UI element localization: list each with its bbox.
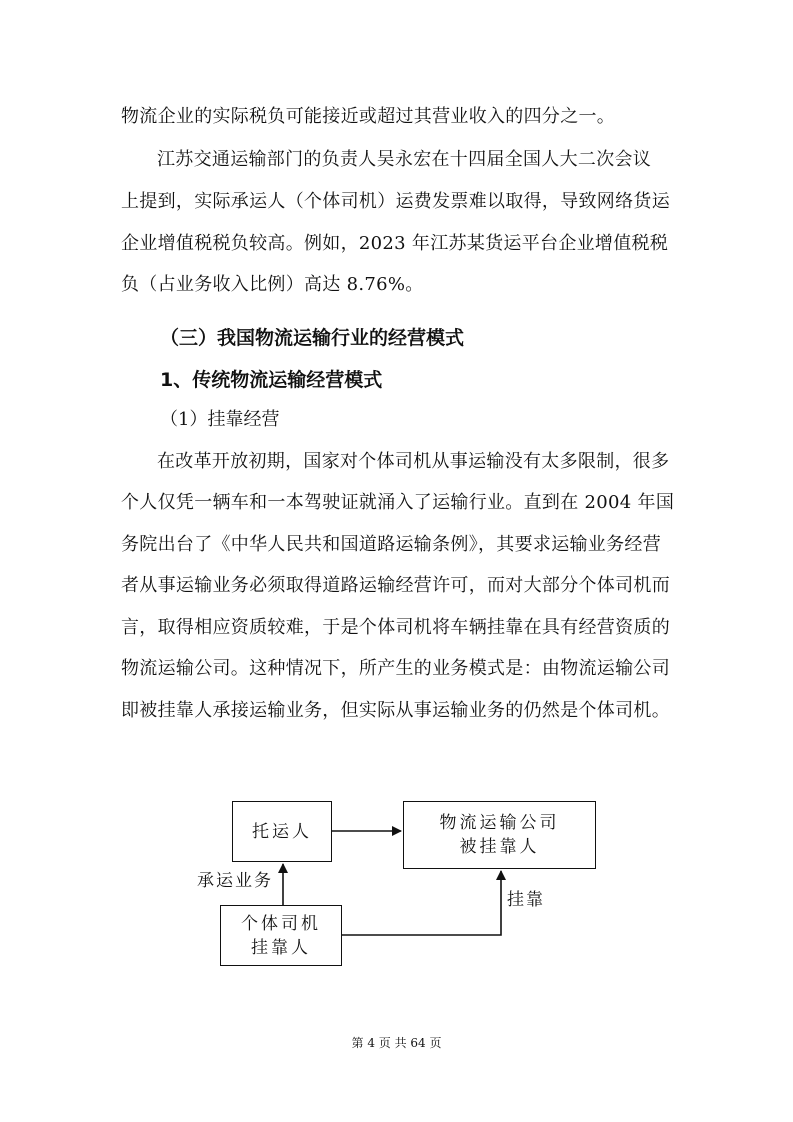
paragraph-line: 物流企业的实际税负可能接近或超过其营业收入的四分之一。 [121, 106, 616, 127]
affiliate-label: 挂靠 [507, 890, 545, 910]
subsection-heading: 1、传统物流运输经营模式 [160, 369, 383, 391]
section-heading: （三）我国物流运输行业的经营模式 [160, 327, 465, 349]
sub-subsection-heading: （1）挂靠经营 [160, 409, 280, 430]
driver-label-line2: 挂靠人 [251, 937, 311, 958]
paragraph-line: 即被挂靠人承接运输业务，但实际从事运输业务的仍然是个体司机。 [121, 700, 670, 721]
shipper-box [232, 801, 332, 862]
page-footer: 第 4 页 共 64 页 [351, 1036, 442, 1050]
undertake-business-label: 承运业务 [197, 871, 273, 891]
company-box [403, 801, 596, 869]
paragraph-line: 上提到，实际承运人（个体司机）运费发票难以取得，导致网络货运 [121, 191, 670, 212]
paragraph-line: 江苏交通运输部门的负责人吴永宏在十四届全国人大二次会议 [157, 149, 652, 170]
driver-box [220, 905, 342, 966]
paragraph-line: 在改革开放初期，国家对个体司机从事运输没有太多限制，很多 [157, 451, 670, 472]
company-label-line2: 被挂靠人 [459, 837, 540, 857]
paragraph-line: 个人仅凭一辆车和一本驾驶证就涌入了运输行业。直到在 2004 年国 [121, 492, 675, 513]
company-label-line1: 物流运输公司 [439, 813, 560, 833]
paragraph-line: 务院出台了《中华人民共和国道路运输条例》，其要求运输业务经营 [121, 534, 661, 555]
driver-label-line1: 个体司机 [241, 913, 321, 934]
paragraph-line: 言，取得相应资质较难，于是个体司机将车辆挂靠在具有经营资质的 [121, 617, 670, 638]
paragraph-line: 企业增值税税负较高。例如，2023 年江苏某货运平台企业增值税税 [121, 233, 669, 254]
paragraph-line: 物流运输公司。这种情况下，所产生的业务模式是：由物流运输公司 [121, 658, 670, 679]
paragraph-line: 者从事运输业务必须取得道路运输经营许可，而对大部分个体司机而 [121, 575, 670, 596]
shipper-label: 托运人 [252, 821, 312, 842]
arrow-driver-to-company [342, 871, 501, 935]
paragraph-line: 负（占业务收入比例）高达 8.76%。 [121, 274, 424, 295]
